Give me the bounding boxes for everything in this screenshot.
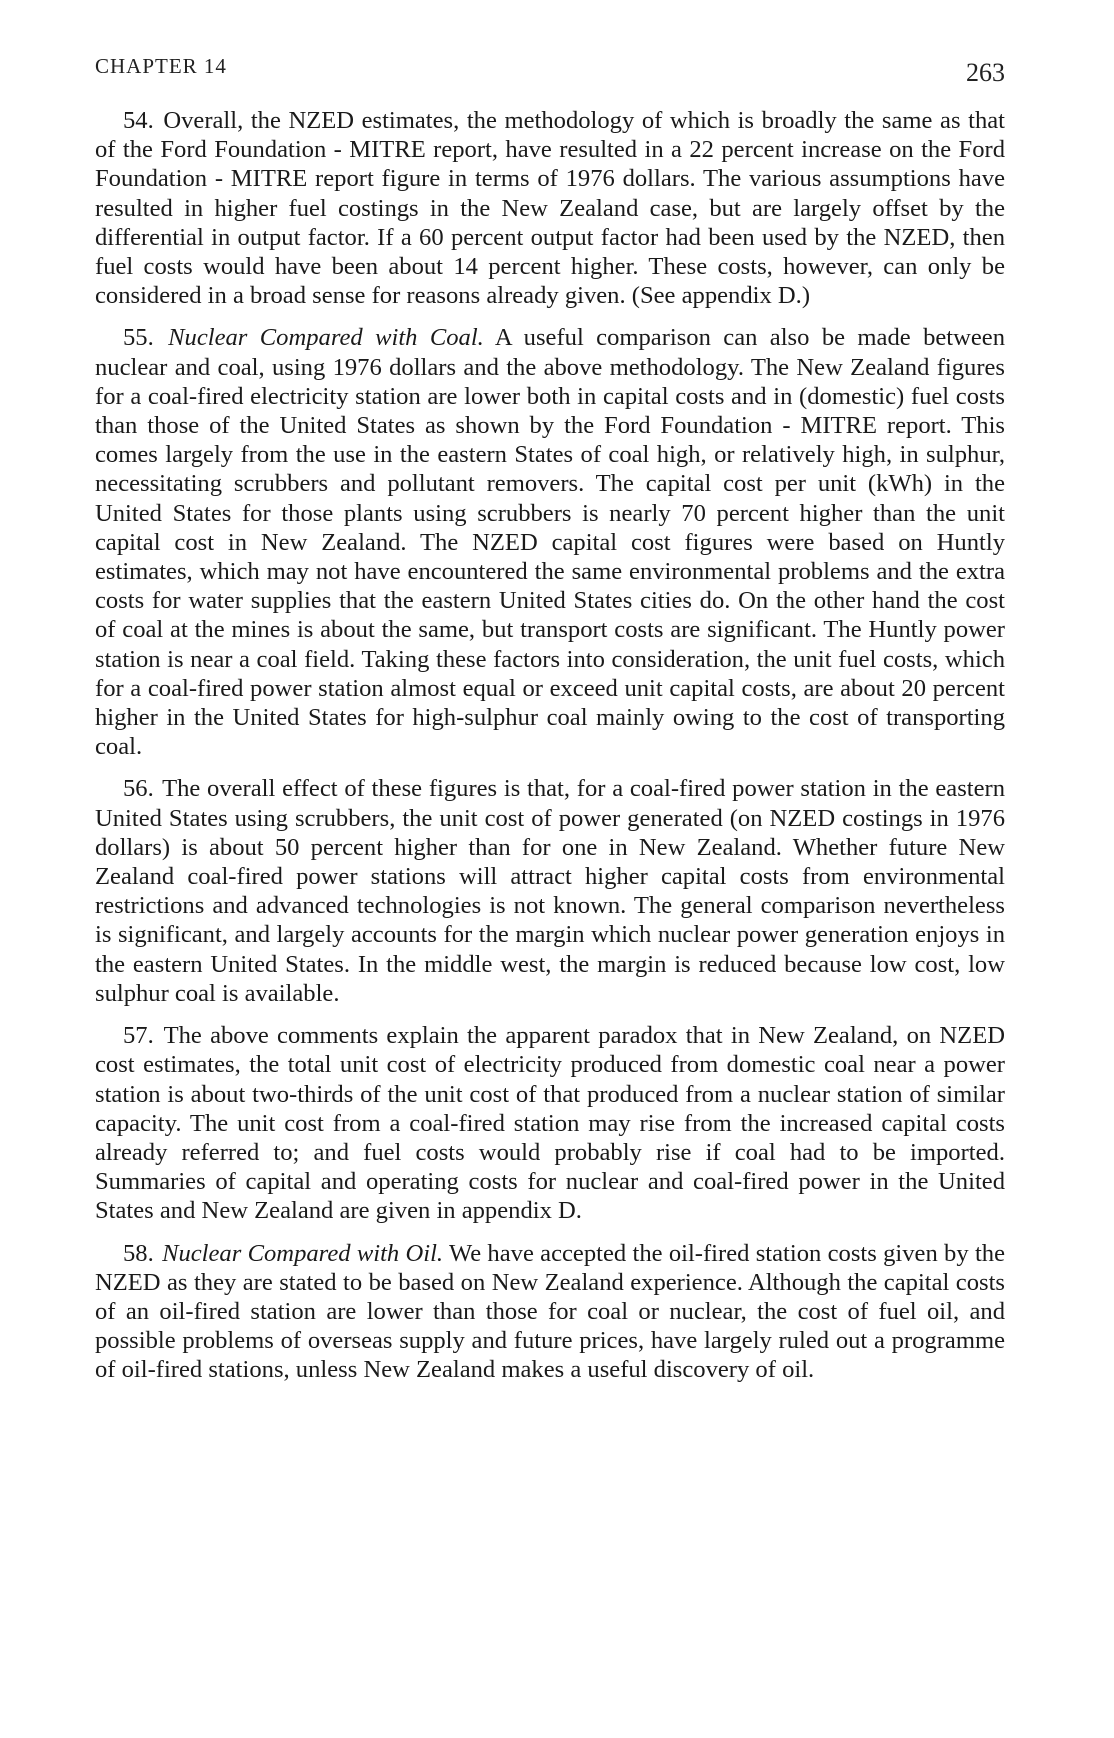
paragraph-58 <box>95 1239 1005 1385</box>
paragraph-number: 56. <box>123 775 154 803</box>
paragraph-56 <box>95 774 1005 1008</box>
paragraph-text: Overall, the NZED estimates, the methodology of which is broadly the same as that of the Ford Foundation - MITRE report, have resulted in a 22 percent increase on the Ford Foundation - MITRE report figure in terms of 1976 dollars. The various assumptions have resulted in higher fuel costings in the New Zealand case, but are largely offset by the differential in output factor. If a 60 percent output factor had been used by the NZED, then fuel costs would have been about 14 percent higher. These costs, however, can only be considered in a broad sense for reasons already given. (See appendix D.) <box>95 107 1005 310</box>
paragraph-55 <box>95 323 1005 761</box>
paragraph-text: The overall effect of these figures is that, for a coal-fired power station in the eastern United States using scrubbers, the unit cost of power generated (on NZED costings in 1976 dollars) is about 50 percent higher than for one in New Zealand. Whether future New Zealand coal-fired power stations will attract higher capital costs from environmental restrictions and advanced technologies is not known. The general comparison nevertheless is significant, and largely accounts for the margin which nuclear power generation enjoys in the eastern United States. In the middle west, the margin is reduced because low cost, low sulphur coal is available. <box>95 775 1005 1007</box>
paragraph-text: We have accepted the oil-fired station costs given by the NZED as they are stated to be based on New Zealand experience. Although the capital costs of an oil-fired station are lower than those for coal or nuclear, the cost of fuel oil, and possible problems of overseas supply and future prices, have largely ruled out a programme of oil-fired stations, unless New Zealand makes a useful discovery of oil. <box>95 1239 1005 1384</box>
paragraph-number: 55. <box>123 324 154 352</box>
paragraph-heading: Nuclear Compared with Oil. <box>162 1239 444 1267</box>
paragraph-text: The above comments explain the apparent paradox that in New Zealand, on NZED cost estimates, the total unit cost of electricity produced from domestic coal near a power station is about two-thirds of the unit cost of that produced from a nuclear station of similar capacity. The unit cost from a coal-fired station may rise from the increased capital costs already referred to; and fuel costs would probably rise if coal had to be imported. Summaries of capital and operating costs for nuclear and coal-fired power in the United States and New Zealand are given in appendix D. <box>95 1022 1005 1225</box>
paragraph-text: A useful comparison can also be made between nuclear and coal, using 1976 dollars and the above methodology. The New Zealand figures for a coal-fired electricity station are lower both in capital costs and in (domestic) fuel costs than those of the United States as shown by the Ford Foundation - MITRE report. This comes largely from the use in the eastern States of coal high, or relatively high, in sulphur, necessitating scrubbers and pollutant removers. The capital cost per unit (kWh) in the United States for those plants using scrubbers is nearly 70 percent higher than the unit capital cost in New Zealand. The NZED capital cost figures were based on Huntly estimates, which may not have encountered the same environmental problems and the extra costs for water supplies that the eastern United States cities do. On the other hand the cost of coal at the mines is about the same, but transport costs are significant. The Huntly power station is near a coal field. Taking these factors into consideration, the unit fuel costs, which for a coal-fired power station almost equal or exceed unit capital costs, are about 20 percent higher in the United States for high-sulphur coal mainly owing to the cost of transporting coal. <box>95 324 1006 761</box>
paragraph-57 <box>95 1021 1005 1225</box>
document-page <box>95 52 1005 1398</box>
paragraph-number: 58. <box>123 1239 154 1267</box>
paragraph-number: 54. <box>123 107 154 134</box>
paragraph-number: 57. <box>123 1022 154 1050</box>
chapter-heading: CHAPTER 14 <box>95 54 227 78</box>
paragraph-heading: Nuclear Compared with Coal. <box>168 324 484 352</box>
paragraph-54 <box>95 106 1005 310</box>
page-number: 263 <box>966 58 1005 87</box>
running-header <box>95 52 1005 92</box>
